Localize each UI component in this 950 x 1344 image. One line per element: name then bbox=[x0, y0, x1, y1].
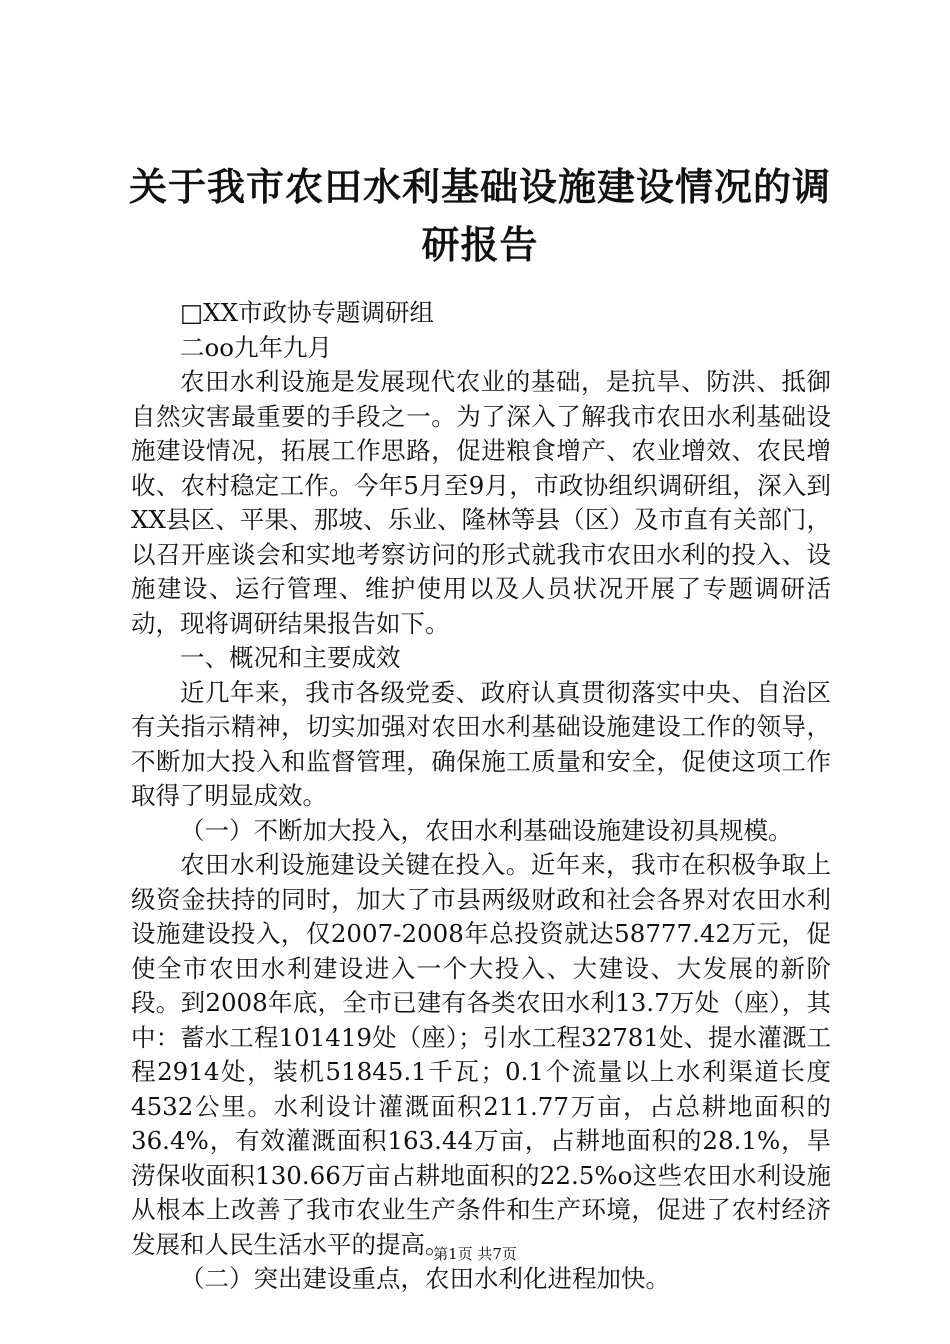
section-heading-overview: 一、概况和主要成效 bbox=[180, 643, 401, 672]
document-body bbox=[131, 296, 831, 1297]
date-line: 二oo九年九月 bbox=[180, 332, 332, 362]
paragraph-overview: 近几年来，我市各级党委、政府认真贯彻落实中央、自治区有关指示精神，切实加强对农田水利基础设施建设工作的领导，不断加大投入和监督管理，确保施工质量和安全，促使这项工作取得了明显成效。 bbox=[131, 677, 831, 810]
paragraph-investment: 农田水利设施建设关键在投入。近年来，我市在积极争取上级资金扶持的同时，加大了市县两级财政和社会各界对农田水利设施建设投入，仅2007-2008年总投资就达58777.42万元，促使全市农田水利建设进入一个大投入、大建设、大发展的新阶段。到2008年底，全市已建有各类农田水利13.7万处（座），其中：蓄水工程101419处（座）；引水工程32781处、提水灌溉工程2914处，装机51845.1千瓦；0.1个流量以上水利渠道长度4532公里。水利设计灌溉面积211.77万亩，占总耕地面积的36.4%，有效灌溉面积163.44万亩，占耕地面积的28.1%，旱涝保收面积130.66万亩占耕地面积的22.5%o这些农田水利设施从根本上改善了我市农业生产条件和生产环境，促进了农村经济发展和人民生活水平的提高。 bbox=[131, 850, 831, 1259]
document-title: 关于我市农田水利基础设施建设情况的调研报告 bbox=[128, 165, 831, 267]
author-line: □XX市政协专题调研组 bbox=[180, 298, 435, 327]
subsection-heading-1: （一）不断加大投入，农田水利基础设施建设初具规模。 bbox=[180, 815, 793, 845]
subsection-heading-2: （二）突出建设重点，农田水利化进程加快。 bbox=[180, 1264, 670, 1293]
paragraph-intro: 农田水利设施是发展现代农业的基础，是抗旱、防洪、抵御自然灾害最重要的手段之一。为了深入了解我市农田水利基础设施建设情况，拓展工作思路，促进粮食增产、农业增效、农民增收、农村稳定工作。今年5月至9月，市政协组织调研组，深入到XX县区、平果、那坡、乐业、隆林等县（区）及市直有关部门，以召开座谈会和实地考察访问的形式就我市农田水利的投入、设施建设、运行管理、维护使用以及人员状况开展了专题调研活动，现将调研结果报告如下。 bbox=[131, 367, 831, 638]
page-footer: 第1页 共7页 bbox=[433, 1245, 517, 1263]
